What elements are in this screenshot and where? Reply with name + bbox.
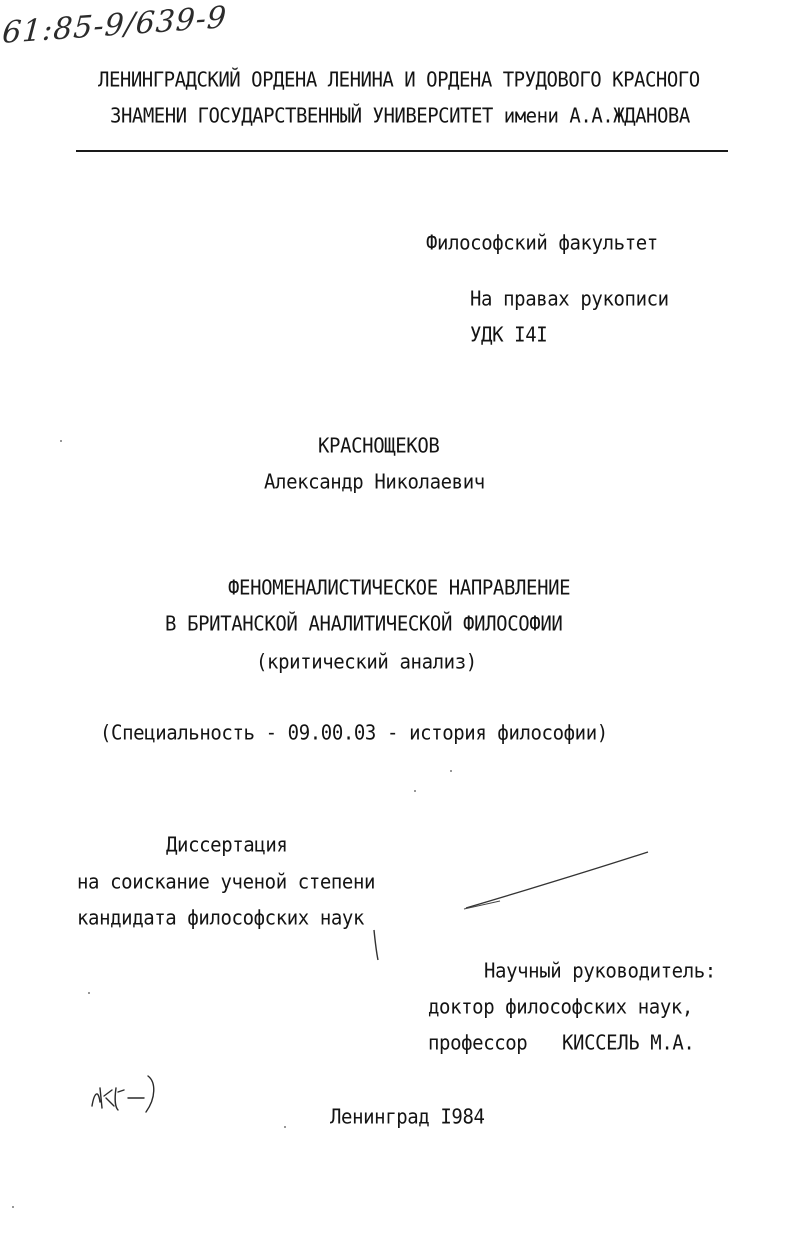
archive-mark: 61:85-9/639-9 bbox=[1, 0, 229, 51]
signature-stroke bbox=[460, 846, 660, 916]
degree-line-2: на соискание ученой степени bbox=[77, 870, 376, 894]
degree-line-3: кандидата философских наук bbox=[77, 906, 365, 930]
specialty: (Специальность - 09.00.03 - история философии) bbox=[100, 721, 608, 745]
university-line-2: ЗНАМЕНИ ГОСУДАРСТВЕННЫЙ УНИВЕРСИТЕТ имени А.А.ЖДАНОВА bbox=[110, 104, 690, 128]
author-surname: КРАСНОЩЕКОВ bbox=[318, 434, 440, 458]
udc-code: УДК I4I bbox=[470, 323, 548, 347]
supervisor-degree: доктор философских наук, bbox=[428, 995, 693, 1019]
supervisor-label: Научный руководитель: bbox=[484, 959, 716, 983]
paper-speck bbox=[284, 1126, 286, 1128]
paper-speck bbox=[88, 992, 90, 994]
title-line-3: (критический анализ) bbox=[256, 650, 477, 674]
manuscript-rights: На правах рукописи bbox=[470, 287, 669, 311]
handwritten-initials bbox=[86, 1068, 170, 1118]
city-year: Ленинград I984 bbox=[330, 1105, 485, 1129]
paper-speck bbox=[414, 790, 416, 792]
header-rule bbox=[76, 150, 728, 152]
author-name: Александр Николаевич bbox=[264, 470, 485, 494]
faculty: Философский факультет bbox=[426, 231, 658, 255]
paper-speck bbox=[60, 440, 62, 442]
supervisor-name: КИССЕЛЬ М.А. bbox=[562, 1031, 695, 1055]
paper-speck bbox=[450, 770, 452, 772]
title-line-2: В БРИТАНСКОЙ АНАЛИТИЧЕСКОЙ ФИЛОСОФИИ bbox=[165, 612, 563, 636]
university-line-1: ЛЕНИНГРАДСКИЙ ОРДЕНА ЛЕНИНА И ОРДЕНА ТРУДОВОГО КРАСНОГО bbox=[98, 68, 700, 92]
degree-line-1: Диссертация bbox=[166, 833, 288, 857]
pencil-mark bbox=[370, 928, 382, 962]
paper-speck bbox=[12, 1206, 14, 1208]
supervisor-title: профессор bbox=[428, 1031, 528, 1055]
title-line-1: ФЕНОМЕНАЛИСТИЧЕСКОЕ НАПРАВЛЕНИЕ bbox=[228, 576, 571, 600]
